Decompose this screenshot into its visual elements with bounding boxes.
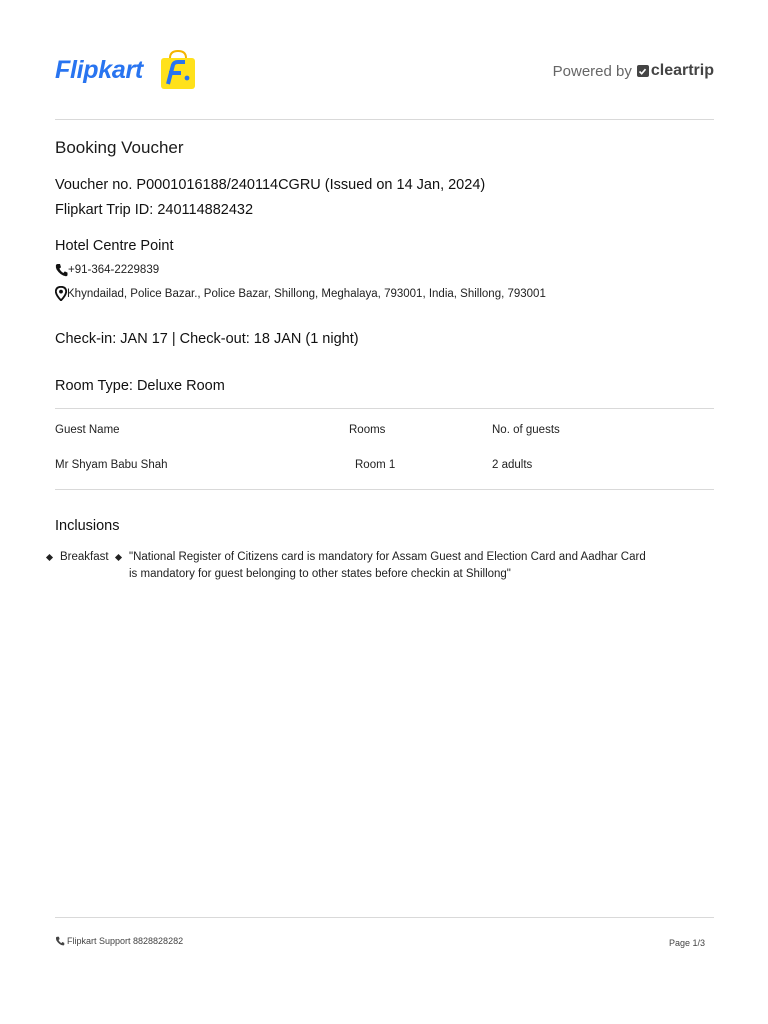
- guest-name-cell: Mr Shyam Babu Shah: [55, 459, 168, 471]
- trip-id: Flipkart Trip ID: 240114882432: [55, 202, 254, 218]
- voucher-number: Voucher no. P0001016188/240114CGRU (Issued on 14 Jan, 2024): [55, 177, 486, 193]
- cleartrip-check-icon: [637, 65, 649, 77]
- inclusions-title: Inclusions: [55, 518, 120, 534]
- room-type: Room Type: Deluxe Room: [55, 378, 225, 394]
- footer-support: [55, 936, 183, 946]
- hotel-address: Khyndailad, Police Bazar., Police Bazar, Shillong, Meghalaya, 793001, India, Shillong, 793001: [67, 287, 546, 300]
- page-title: Booking Voucher: [55, 138, 184, 157]
- inclusion-item-id-requirement-continued: is mandatory for guest belonging to other states before checkin at Shillong": [129, 568, 511, 580]
- flipkart-logo-text: Flipkart: [55, 56, 143, 84]
- page-header: [55, 50, 714, 92]
- hotel-name: Hotel Centre Point: [55, 238, 174, 254]
- stay-dates: Check-in: JAN 17 | Check-out: 18 JAN (1 night): [55, 331, 359, 347]
- cleartrip-logo: [637, 62, 714, 80]
- powered-by-label: Powered by: [552, 62, 632, 80]
- phone-icon: [55, 936, 65, 946]
- page-number: Page 1/3: [668, 938, 705, 948]
- room-cell: Room 1: [355, 459, 396, 471]
- flipkart-bag-logo-icon: [157, 50, 199, 90]
- guest-count-cell: 2 adults: [492, 459, 533, 471]
- powered-by-cleartrip: [553, 62, 714, 80]
- column-header-guests: No. of guests: [492, 424, 560, 436]
- footer-support-text: Flipkart Support 8828828282: [67, 936, 184, 946]
- column-header-rooms: Rooms: [349, 424, 386, 436]
- room-table-bottom-divider: [55, 489, 714, 490]
- inclusion-item-id-requirement: "National Register of Citizens card is mandatory for Assam Guest and Election Card and Aadhar Card: [129, 551, 646, 563]
- column-header-guest-name: Guest Name: [55, 424, 120, 436]
- room-table-top-divider: [55, 408, 714, 409]
- inclusion-item-breakfast: Breakfast: [60, 551, 109, 563]
- bullet-icon: [46, 554, 53, 561]
- footer-divider: [55, 917, 714, 918]
- location-pin-icon: [55, 286, 67, 301]
- hotel-address-row: [55, 286, 546, 301]
- hotel-phone-row: [55, 263, 159, 277]
- cleartrip-logo-text: cleartrip: [650, 62, 714, 79]
- header-divider: [55, 119, 714, 120]
- hotel-phone: +91-364-2229839: [68, 264, 160, 276]
- phone-icon: [55, 263, 68, 277]
- bullet-icon: [115, 554, 122, 561]
